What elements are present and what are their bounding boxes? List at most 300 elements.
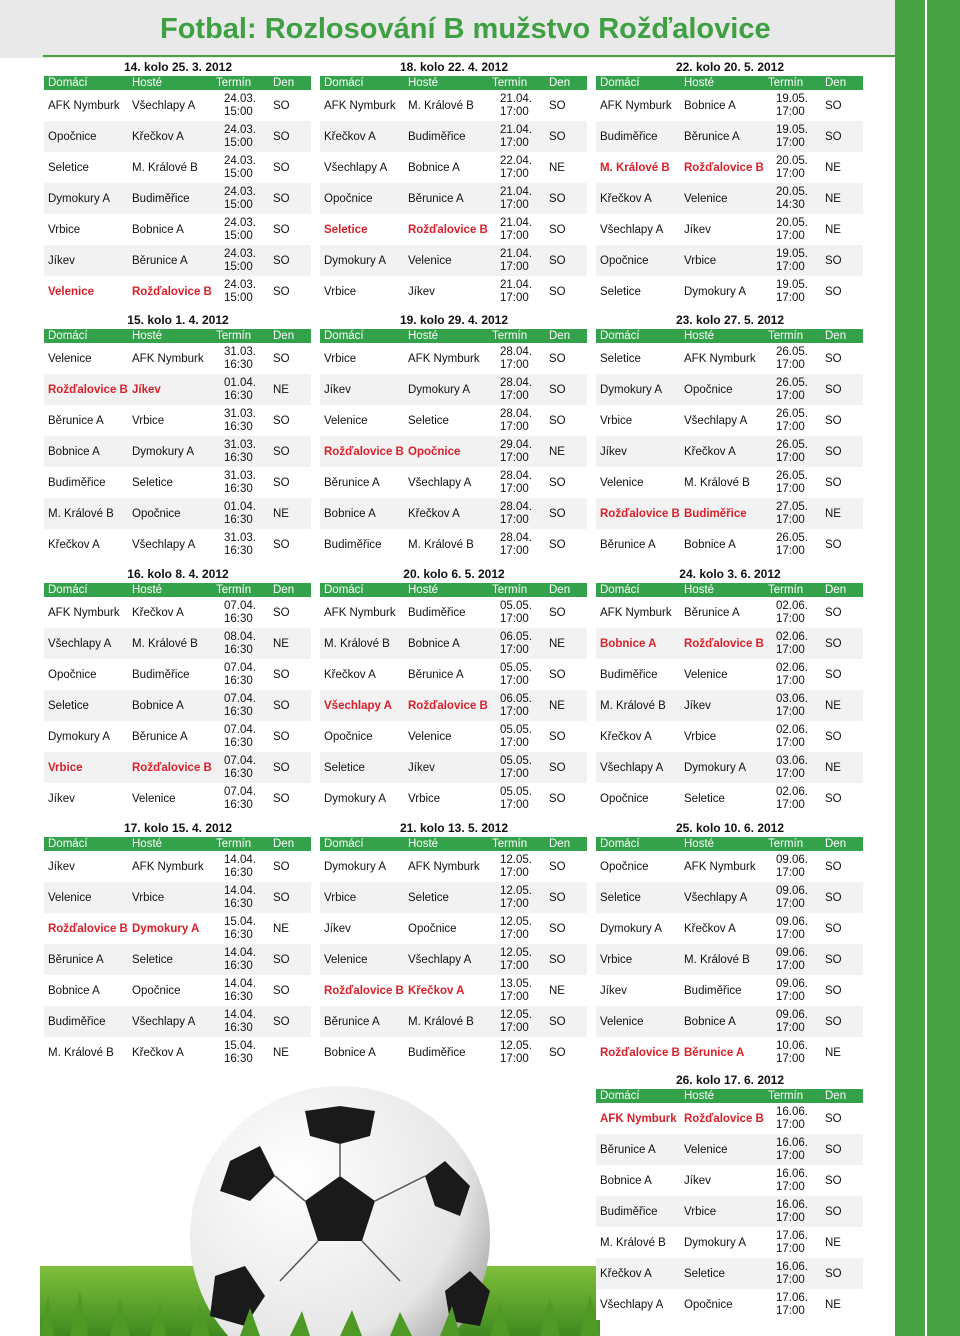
match-date: 24.03.: [224, 123, 256, 136]
match-date: 07.04.: [224, 754, 256, 767]
column-header-date: Termín: [764, 76, 821, 90]
match-day: SO: [545, 1006, 587, 1037]
home-team: Vrbice: [596, 944, 680, 975]
match-day: SO: [269, 783, 311, 814]
round-label: 22. kolo 20. 5. 2012: [675, 60, 785, 74]
match-date: 05.05.: [500, 661, 532, 674]
table-row: [596, 1196, 863, 1227]
home-team: Jíkev: [44, 851, 128, 882]
table-row: [320, 276, 587, 307]
column-header-day: Den: [821, 76, 863, 90]
match-time: 16:30: [224, 358, 253, 371]
match-day: SO: [821, 882, 863, 913]
table-row: [596, 752, 863, 783]
football-illustration: [40, 1066, 600, 1336]
match-time: 16:30: [224, 897, 253, 910]
match-time: 17:00: [500, 167, 529, 180]
away-team: Vrbice: [404, 783, 488, 814]
match-term: [764, 752, 821, 783]
home-team: Rožďalovice B: [320, 975, 404, 1006]
match-date: 19.05.: [776, 92, 808, 105]
table-row: [596, 882, 863, 913]
match-term: [764, 467, 821, 498]
table-row: [44, 721, 311, 752]
home-team: Křečkov A: [44, 529, 128, 560]
match-time: 17:00: [500, 990, 529, 1003]
away-team: Jíkev: [128, 374, 212, 405]
column-header-day: Den: [269, 837, 311, 851]
table-row: [596, 944, 863, 975]
home-team: Dymokury A: [44, 721, 128, 752]
match-term: [764, 1006, 821, 1037]
fixtures-table: [596, 837, 863, 1068]
home-team: Bobnice A: [44, 975, 128, 1006]
match-date: 20.05.: [776, 154, 808, 167]
match-day: SO: [269, 152, 311, 183]
home-team: Budiměřice: [596, 121, 680, 152]
match-time: 17:00: [500, 260, 529, 273]
away-team: Budiměřice: [680, 498, 764, 529]
table-header-row: [44, 329, 311, 343]
away-team: Budiměřice: [404, 121, 488, 152]
column-header-away: Hosté: [128, 76, 212, 90]
away-team: Vrbice: [680, 245, 764, 276]
match-term: [212, 783, 269, 814]
match-term: [212, 276, 269, 307]
home-team: Křečkov A: [596, 183, 680, 214]
match-time: 17:00: [500, 736, 529, 749]
match-term: [764, 1289, 821, 1320]
match-time: 17:00: [776, 420, 805, 433]
away-team: Velenice: [404, 245, 488, 276]
match-day: SO: [821, 467, 863, 498]
table-row: [596, 913, 863, 944]
away-team: Dymokury A: [680, 1227, 764, 1258]
away-team: Rožďalovice B: [404, 214, 488, 245]
table-row: [596, 690, 863, 721]
table-row: [320, 783, 587, 814]
away-team: Jíkev: [680, 690, 764, 721]
away-team: Všechlapy A: [404, 467, 488, 498]
table-row: [44, 121, 311, 152]
home-team: Velenice: [44, 882, 128, 913]
table-row: [320, 690, 587, 721]
home-team: Všechlapy A: [320, 690, 404, 721]
round-label: 23. kolo 27. 5. 2012: [675, 313, 785, 327]
column-header-away: Hosté: [128, 837, 212, 851]
table-row: [596, 529, 863, 560]
table-row: [320, 183, 587, 214]
match-date: 07.04.: [224, 692, 256, 705]
away-team: Běrunice A: [404, 183, 488, 214]
home-team: Křečkov A: [320, 659, 404, 690]
match-day: SO: [269, 245, 311, 276]
match-date: 24.03.: [224, 92, 256, 105]
table-row: [44, 975, 311, 1006]
away-team: Velenice: [680, 1134, 764, 1165]
match-term: [212, 913, 269, 944]
match-date: 17.06.: [776, 1229, 808, 1242]
match-date: 07.04.: [224, 785, 256, 798]
away-team: M. Králové B: [404, 1006, 488, 1037]
away-team: Bobnice A: [128, 690, 212, 721]
table-row: [596, 276, 863, 307]
match-term: [488, 944, 545, 975]
match-day: NE: [821, 1037, 863, 1068]
table-header-row: [44, 583, 311, 597]
match-day: SO: [821, 405, 863, 436]
match-date: 09.06.: [776, 915, 808, 928]
table-row: [320, 152, 587, 183]
away-team: AFK Nymburk: [404, 343, 488, 374]
match-day: SO: [821, 343, 863, 374]
table-row: [320, 851, 587, 882]
match-time: 17:00: [776, 167, 805, 180]
home-team: Křečkov A: [320, 121, 404, 152]
match-time: 16:30: [224, 1052, 253, 1065]
match-date: 16.06.: [776, 1167, 808, 1180]
column-header-date: Termín: [212, 76, 269, 90]
round-label: 16. kolo 8. 4. 2012: [127, 567, 229, 581]
table-row: [44, 183, 311, 214]
match-day: SO: [545, 90, 587, 121]
match-term: [764, 152, 821, 183]
match-term: [764, 183, 821, 214]
match-date: 14.04.: [224, 884, 256, 897]
away-team: Seletice: [404, 405, 488, 436]
match-day: SO: [545, 245, 587, 276]
away-team: Křečkov A: [128, 121, 212, 152]
match-date: 09.06.: [776, 1008, 808, 1021]
match-term: [764, 1165, 821, 1196]
away-team: Velenice: [128, 783, 212, 814]
home-team: Dymokury A: [320, 783, 404, 814]
match-day: SO: [545, 343, 587, 374]
column-header-day: Den: [821, 329, 863, 343]
match-day: SO: [545, 498, 587, 529]
home-team: Běrunice A: [44, 405, 128, 436]
table-row: [596, 436, 863, 467]
match-time: 17:00: [776, 866, 805, 879]
table-header-row: [44, 76, 311, 90]
match-term: [488, 975, 545, 1006]
column-header-date: Termín: [488, 329, 545, 343]
match-day: SO: [821, 374, 863, 405]
match-time: 17:00: [500, 513, 529, 526]
fixtures-table: [320, 837, 587, 1068]
home-team: Seletice: [320, 752, 404, 783]
away-team: Všechlapy A: [128, 1006, 212, 1037]
match-time: 17:00: [776, 229, 805, 242]
side-decoration-line: [925, 0, 927, 1336]
match-term: [488, 90, 545, 121]
home-team: Dymokury A: [44, 183, 128, 214]
match-date: 16.06.: [776, 1105, 808, 1118]
home-team: AFK Nymburk: [596, 597, 680, 628]
away-team: Velenice: [404, 721, 488, 752]
home-team: Rožďalovice B: [44, 913, 128, 944]
home-team: Jíkev: [44, 245, 128, 276]
home-team: Bobnice A: [596, 628, 680, 659]
table-row: [320, 882, 587, 913]
match-time: 17:00: [776, 1304, 805, 1317]
table-row: [320, 659, 587, 690]
away-team: Dymokury A: [128, 913, 212, 944]
round-label: 19. kolo 29. 4. 2012: [399, 313, 509, 327]
match-time: 15:00: [224, 229, 253, 242]
match-time: 17:00: [776, 1273, 805, 1286]
match-time: 17:00: [500, 482, 529, 495]
match-term: [764, 628, 821, 659]
match-term: [212, 90, 269, 121]
away-team: Křečkov A: [404, 498, 488, 529]
match-time: 17:00: [500, 897, 529, 910]
match-time: 17:00: [776, 705, 805, 718]
home-team: AFK Nymburk: [44, 597, 128, 628]
away-team: AFK Nymburk: [680, 343, 764, 374]
column-header-date: Termín: [764, 583, 821, 597]
table-row: [596, 783, 863, 814]
match-day: SO: [545, 405, 587, 436]
match-time: 14:30: [776, 198, 805, 211]
match-day: NE: [821, 690, 863, 721]
match-time: 15:00: [224, 198, 253, 211]
away-team: Seletice: [128, 944, 212, 975]
match-time: 17:00: [776, 798, 805, 811]
match-time: 17:00: [776, 674, 805, 687]
match-time: 17:00: [776, 1149, 805, 1162]
match-date: 20.05.: [776, 216, 808, 229]
match-date: 24.03.: [224, 247, 256, 260]
match-term: [488, 659, 545, 690]
match-time: 17:00: [500, 674, 529, 687]
home-team: AFK Nymburk: [596, 90, 680, 121]
away-team: Všechlapy A: [404, 944, 488, 975]
table-row: [44, 405, 311, 436]
table-header-row: [320, 76, 587, 90]
match-time: 17:00: [500, 1052, 529, 1065]
match-time: 17:00: [776, 1021, 805, 1034]
column-header-away: Hosté: [680, 329, 764, 343]
home-team: Budiměřice: [44, 1006, 128, 1037]
away-team: Všechlapy A: [128, 529, 212, 560]
match-date: 12.05.: [500, 915, 532, 928]
table-row: [44, 343, 311, 374]
match-date: 10.06.: [776, 1039, 808, 1052]
fixtures-table: [320, 329, 587, 560]
home-team: Vrbice: [320, 276, 404, 307]
match-date: 28.04.: [500, 345, 532, 358]
match-date: 19.05.: [776, 278, 808, 291]
column-header-date: Termín: [764, 1089, 821, 1103]
column-header-day: Den: [821, 1089, 863, 1103]
column-header-home: Domácí: [320, 837, 404, 851]
away-team: Běrunice A: [128, 245, 212, 276]
away-team: Všechlapy A: [128, 90, 212, 121]
match-day: SO: [545, 529, 587, 560]
match-time: 16:30: [224, 767, 253, 780]
match-day: SO: [545, 913, 587, 944]
away-team: Jíkev: [404, 276, 488, 307]
match-term: [488, 851, 545, 882]
match-term: [764, 90, 821, 121]
home-team: Dymokury A: [596, 913, 680, 944]
match-date: 16.06.: [776, 1136, 808, 1149]
match-date: 31.03.: [224, 345, 256, 358]
table-row: [44, 467, 311, 498]
table-row: [44, 529, 311, 560]
away-team: Velenice: [680, 659, 764, 690]
match-date: 24.03.: [224, 278, 256, 291]
match-time: 17:00: [500, 643, 529, 656]
table-row: [44, 597, 311, 628]
away-team: Budiměřice: [404, 1037, 488, 1068]
match-date: 27.05.: [776, 500, 808, 513]
away-team: Opočnice: [128, 975, 212, 1006]
away-team: Běrunice A: [680, 121, 764, 152]
match-day: SO: [821, 1103, 863, 1134]
match-time: 17:00: [776, 643, 805, 656]
match-date: 05.05.: [500, 723, 532, 736]
table-row: [320, 121, 587, 152]
match-day: NE: [821, 183, 863, 214]
match-term: [212, 882, 269, 913]
match-day: SO: [545, 721, 587, 752]
match-date: 31.03.: [224, 407, 256, 420]
table-row: [320, 1006, 587, 1037]
home-team: Všechlapy A: [596, 1289, 680, 1320]
match-term: [488, 1006, 545, 1037]
match-term: [488, 343, 545, 374]
match-term: [488, 214, 545, 245]
match-day: SO: [821, 597, 863, 628]
home-team: Jíkev: [320, 913, 404, 944]
fixtures-table: [596, 329, 863, 560]
match-term: [488, 690, 545, 721]
home-team: Budiměřice: [596, 1196, 680, 1227]
match-time: 17:00: [776, 451, 805, 464]
fixtures-table: [44, 837, 311, 1068]
table-header-row: [320, 583, 587, 597]
table-row: [596, 1258, 863, 1289]
table-row: [44, 90, 311, 121]
table-row: [44, 752, 311, 783]
table-row: [44, 498, 311, 529]
away-team: Křečkov A: [680, 913, 764, 944]
match-date: 21.04.: [500, 92, 532, 105]
match-term: [212, 121, 269, 152]
match-term: [212, 690, 269, 721]
column-header-date: Termín: [488, 76, 545, 90]
match-date: 12.05.: [500, 1008, 532, 1021]
column-header-day: Den: [545, 837, 587, 851]
match-time: 16:30: [224, 928, 253, 941]
match-time: 17:00: [776, 612, 805, 625]
title-band: [0, 0, 895, 58]
home-team: Opočnice: [320, 721, 404, 752]
match-term: [488, 783, 545, 814]
away-team: AFK Nymburk: [680, 851, 764, 882]
match-date: 28.04.: [500, 531, 532, 544]
table-row: [596, 214, 863, 245]
table-row: [44, 374, 311, 405]
table-row: [320, 436, 587, 467]
match-day: SO: [269, 343, 311, 374]
table-row: [320, 529, 587, 560]
table-header-row: [320, 329, 587, 343]
column-header-away: Hosté: [680, 837, 764, 851]
away-team: Vrbice: [680, 1196, 764, 1227]
match-time: 17:00: [500, 544, 529, 557]
match-day: SO: [545, 882, 587, 913]
home-team: Všechlapy A: [596, 214, 680, 245]
table-row: [44, 690, 311, 721]
match-date: 21.04.: [500, 185, 532, 198]
away-team: Běrunice A: [404, 659, 488, 690]
match-term: [764, 597, 821, 628]
match-day: NE: [545, 975, 587, 1006]
match-day: SO: [269, 597, 311, 628]
match-day: SO: [821, 1258, 863, 1289]
match-day: SO: [821, 659, 863, 690]
column-header-home: Domácí: [44, 837, 128, 851]
away-team: Opočnice: [404, 436, 488, 467]
table-row: [44, 659, 311, 690]
fixtures-table: [596, 76, 863, 307]
table-header-row: [596, 1089, 863, 1103]
match-date: 21.04.: [500, 278, 532, 291]
table-row: [596, 152, 863, 183]
match-day: SO: [269, 659, 311, 690]
match-time: 17:00: [776, 544, 805, 557]
table-row: [596, 721, 863, 752]
match-term: [764, 343, 821, 374]
match-date: 09.06.: [776, 977, 808, 990]
away-team: Budiměřice: [404, 597, 488, 628]
match-time: 17:00: [776, 1052, 805, 1065]
page-title: Fotbal: Rozlosování B mužstvo Rožďalovice: [160, 13, 771, 45]
match-day: SO: [269, 721, 311, 752]
match-day: NE: [821, 1227, 863, 1258]
match-time: 17:00: [500, 798, 529, 811]
fixtures-table: [44, 76, 311, 307]
table-row: [44, 628, 311, 659]
home-team: Opočnice: [44, 121, 128, 152]
match-term: [488, 276, 545, 307]
match-date: 15.04.: [224, 915, 256, 928]
match-day: SO: [545, 183, 587, 214]
match-date: 08.04.: [224, 630, 256, 643]
table-row: [44, 783, 311, 814]
round-label: 17. kolo 15. 4. 2012: [123, 821, 233, 835]
match-day: NE: [269, 498, 311, 529]
away-team: Bobnice A: [128, 214, 212, 245]
match-date: 14.04.: [224, 853, 256, 866]
away-team: M. Králové B: [128, 628, 212, 659]
home-team: AFK Nymburk: [320, 597, 404, 628]
match-date: 26.05.: [776, 345, 808, 358]
match-term: [212, 343, 269, 374]
match-term: [212, 214, 269, 245]
away-team: M. Králové B: [680, 467, 764, 498]
table-row: [596, 121, 863, 152]
round-label: 21. kolo 13. 5. 2012: [399, 821, 509, 835]
match-day: SO: [821, 90, 863, 121]
home-team: Běrunice A: [320, 1006, 404, 1037]
table-row: [44, 851, 311, 882]
home-team: M. Králové B: [320, 628, 404, 659]
match-date: 09.06.: [776, 946, 808, 959]
